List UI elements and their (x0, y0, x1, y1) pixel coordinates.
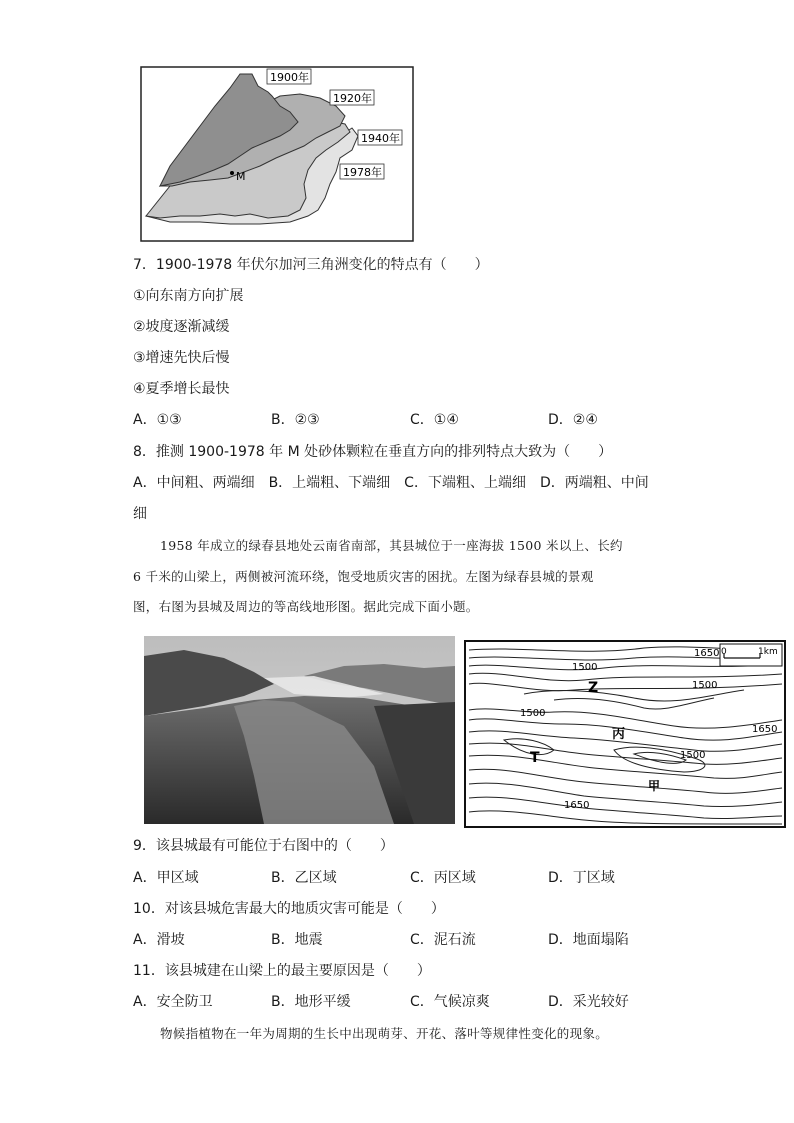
q7-option-a[interactable]: A．①③ (133, 412, 182, 428)
q9-option-d[interactable]: D．丁区域 (548, 870, 615, 886)
contour-label-1650-right: 1650 (752, 724, 778, 735)
q8-options-line1[interactable]: A．中间粗、两端细 B．上端粗、下端细 C．下端粗、上端细 D．两端粗、中间 (133, 475, 649, 491)
contour-map-svg (464, 640, 786, 828)
label-1920: 1920年 (333, 92, 372, 105)
contour-label-1650-top: 1650 (694, 648, 720, 659)
q7-option-b[interactable]: B．②③ (271, 412, 320, 428)
q8-stem: 8．推测 1900-1978 年 M 处砂体颗粒在垂直方向的排列特点大致为（ ） (133, 444, 613, 460)
delta-map-figure (140, 66, 414, 242)
contour-label-1500-d: 1500 (680, 750, 706, 761)
label-point-m: M (236, 170, 246, 183)
q7-item-4: ④夏季增长最快 (133, 381, 230, 397)
contour-label-1650-bottom: 1650 (564, 800, 590, 811)
delta-map-svg (140, 66, 414, 242)
point-m-marker (230, 171, 234, 175)
q9-option-b[interactable]: B．乙区域 (271, 870, 337, 886)
landscape-photo-svg (144, 636, 455, 824)
contour-map (464, 640, 786, 828)
q10-option-b[interactable]: B．地震 (271, 932, 323, 948)
q7-item-2: ②坡度逐渐减缓 (133, 319, 230, 335)
q7-option-c[interactable]: C．①④ (410, 412, 459, 428)
region-label-jia: 甲 (648, 779, 661, 793)
passage-line-2: 6 千米的山梁上，两侧被河流环绕，饱受地质灾害的困扰。左图为绿春县城的景观 (133, 569, 594, 584)
region-label-yi: Z (588, 680, 599, 696)
region-label-ding: T (530, 750, 540, 766)
landscape-photo (144, 636, 455, 824)
contour-label-1500-c: 1500 (520, 708, 546, 719)
label-1940: 1940年 (361, 132, 400, 145)
q9-option-a[interactable]: A．甲区域 (133, 870, 199, 886)
label-1900: 1900年 (270, 71, 309, 84)
q11-option-c[interactable]: C．气候凉爽 (410, 994, 490, 1010)
q7-item-1: ①向东南方向扩展 (133, 288, 244, 304)
passage-line-3: 图，右图为县城及周边的等高线地形图。据此完成下面小题。 (133, 599, 479, 614)
q9-stem: 9．该县城最有可能位于右图中的（ ） (133, 838, 394, 854)
contour-label-1500-a: 1500 (572, 662, 598, 673)
q11-option-d[interactable]: D．采光较好 (548, 994, 629, 1010)
scale-label-km: 1km (758, 647, 778, 657)
footer-passage: 物候指植物在一年为周期的生长中出现萌芽、开花、落叶等规律性变化的现象。 (160, 1026, 609, 1041)
scale-label-zero: 0 (721, 647, 727, 657)
passage-line-1: 1958 年成立的绿春县地处云南省南部，其县城位于一座海拔 1500 米以上、长约 (160, 538, 623, 553)
label-1978: 1978年 (343, 166, 382, 179)
q7-option-d[interactable]: D．②④ (548, 412, 598, 428)
q7-stem: 7．1900-1978 年伏尔加河三角洲变化的特点有（ ） (133, 257, 489, 273)
q7-item-3: ③增速先快后慢 (133, 350, 230, 366)
q11-option-a[interactable]: A．安全防卫 (133, 994, 213, 1010)
q10-option-a[interactable]: A．滑坡 (133, 932, 185, 948)
region-label-bing: 丙 (612, 727, 626, 742)
q9-option-c[interactable]: C．丙区域 (410, 870, 476, 886)
q8-options-line2: 细 (133, 506, 147, 522)
q10-option-d[interactable]: D．地面塌陷 (548, 932, 629, 948)
q11-stem: 11．该县城建在山梁上的最主要原因是（ ） (133, 963, 431, 979)
q11-option-b[interactable]: B．地形平缓 (271, 994, 351, 1010)
contour-label-1500-b: 1500 (692, 680, 718, 691)
q10-stem: 10．对该县城危害最大的地质灾害可能是（ ） (133, 901, 445, 917)
q10-option-c[interactable]: C．泥石流 (410, 932, 476, 948)
